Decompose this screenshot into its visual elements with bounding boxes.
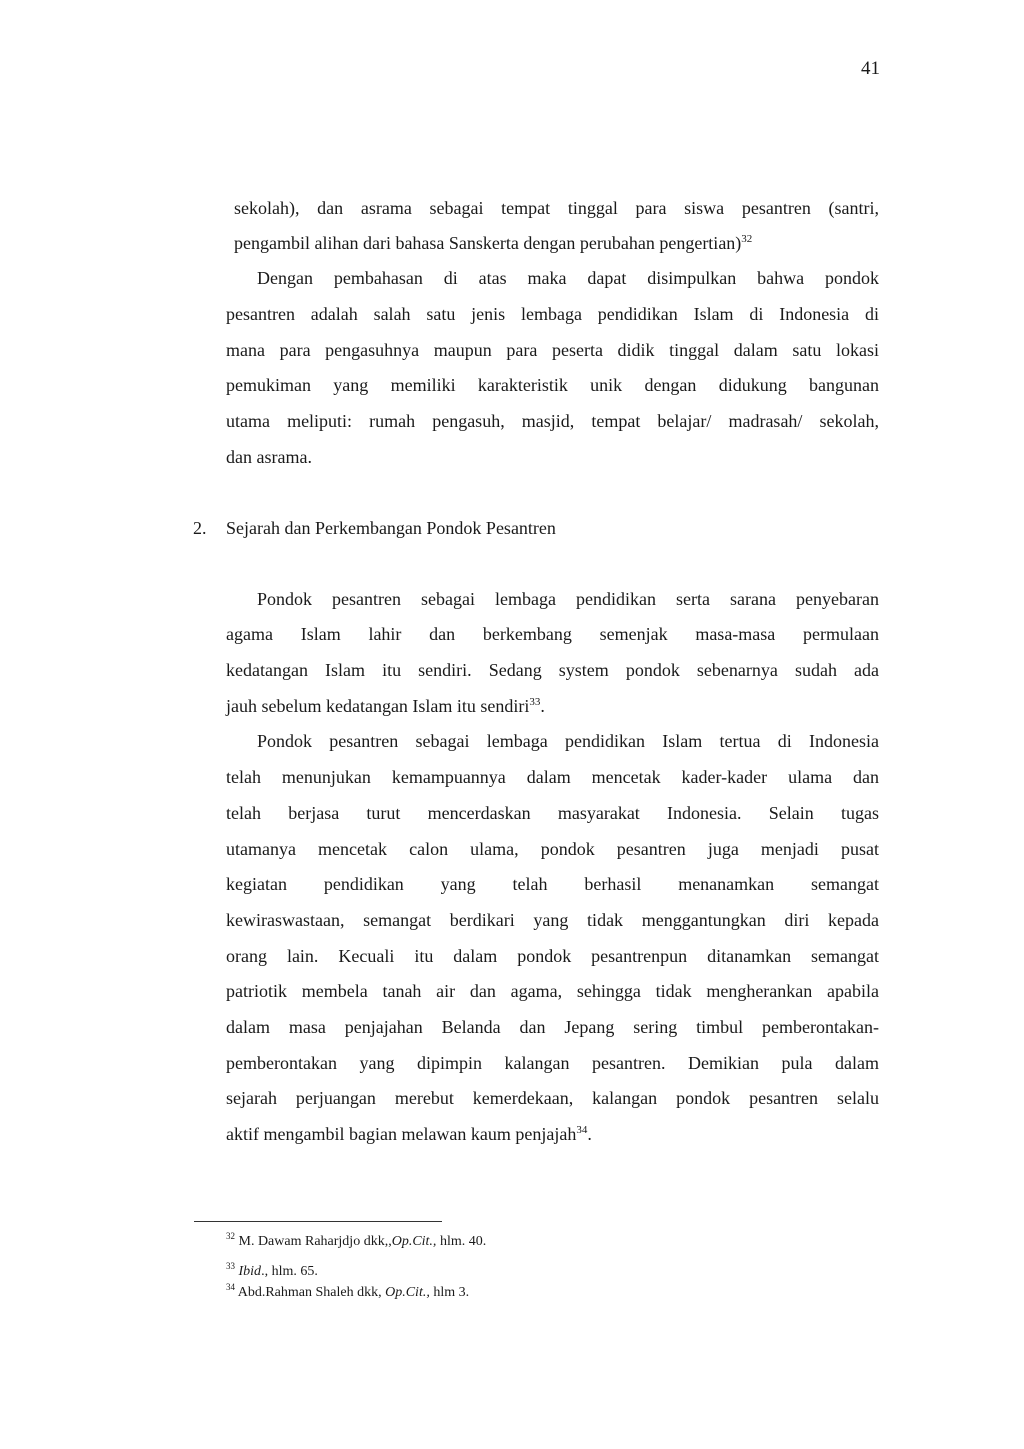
- footnote-text: ., hlm. 65.: [261, 1264, 318, 1279]
- footnote: [226, 1284, 469, 1302]
- sentence-end: .: [540, 696, 545, 716]
- page-number: 41: [861, 58, 880, 79]
- body-line: patriotik membela tanah air dan agama, sehingga tidak mengherankan apabila: [226, 981, 879, 1001]
- body-line: pesantren adalah salah satu jenis lembaga pendidikan Islam di Indonesia di: [226, 304, 879, 324]
- body-line: utamanya mencetak calon ulama, pondok pesantren juga menjadi pusat: [226, 839, 879, 859]
- body-line: Pondok pesantren sebagai lembaga pendidikan Islam tertua di Indonesia: [257, 731, 879, 751]
- body-line: kegiatan pendidikan yang telah berhasil menanamkan semangat: [226, 874, 879, 894]
- footnote-text: hlm. 40.: [436, 1234, 487, 1249]
- footnote-text: hlm 3.: [429, 1285, 470, 1300]
- footnote-number: 33: [226, 1261, 235, 1271]
- body-line: dan asrama.: [226, 447, 312, 467]
- footnote-italic: Op.Cit.,: [391, 1234, 437, 1249]
- footnote-number: 34: [226, 1282, 235, 1292]
- footnote-italic: Op.Cit.,: [385, 1285, 430, 1300]
- body-line: Pondok pesantren sebagai lembaga pendidikan serta sarana penyebaran: [257, 589, 879, 609]
- footnote-separator: [194, 1221, 442, 1222]
- footnote-ref: 33: [529, 696, 541, 708]
- body-line: pemberontakan yang dipimpin kalangan pesantren. Demikian pula dalam: [226, 1053, 879, 1073]
- body-line: kedatangan Islam itu sendiri. Sedang system pondok sebenarnya sudah ada: [226, 660, 879, 680]
- body-line: telah berjasa turut mencerdaskan masyarakat Indonesia. Selain tugas: [226, 803, 879, 823]
- body-line-text: jauh sebelum kedatangan Islam itu sendiri: [226, 696, 530, 716]
- body-line: pemukiman yang memiliki karakteristik unik dengan didukung bangunan: [226, 375, 879, 395]
- footnote-text: Abd.Rahman Shaleh dkk,: [237, 1285, 386, 1300]
- body-line-text: aktif mengambil bagian melawan kaum penjajah: [226, 1124, 577, 1144]
- section-number: 2.: [193, 518, 207, 538]
- body-line: [226, 1122, 592, 1146]
- footnote-italic: Ibid: [238, 1264, 262, 1279]
- body-line: kewiraswastaan, semangat berdikari yang tidak menggantungkan diri kepada: [226, 910, 879, 930]
- sentence-end: .: [587, 1124, 592, 1144]
- footnote-text: M. Dawam Raharjdjo dkk,,: [238, 1234, 392, 1249]
- footnote: [226, 1263, 318, 1281]
- footnote-ref: 32: [741, 233, 753, 245]
- body-line: Dengan pembahasan di atas maka dapat disimpulkan bahwa pondok: [257, 268, 879, 288]
- body-line: [234, 231, 752, 255]
- body-line: agama Islam lahir dan berkembang semenjak masa-masa permulaan: [226, 624, 879, 644]
- footnote-number: 32: [226, 1231, 235, 1241]
- body-line-text: pengambil alihan dari bahasa Sanskerta dengan perubahan pengertian): [234, 233, 742, 253]
- body-line: dalam masa penjajahan Belanda dan Jepang sering timbul pemberontakan-: [226, 1017, 879, 1037]
- body-line: sejarah perjuangan merebut kemerdekaan, kalangan pondok pesantren selalu: [226, 1088, 879, 1108]
- body-line: mana para pengasuhnya maupun para peserta didik tinggal dalam satu lokasi: [226, 340, 879, 360]
- body-line: orang lain. Kecuali itu dalam pondok pesantrenpun ditanamkan semangat: [226, 946, 879, 966]
- body-line: telah menunjukan kemampuannya dalam mencetak kader-kader ulama dan: [226, 767, 879, 787]
- body-line: utama meliputi: rumah pengasuh, masjid, tempat belajar/ madrasah/ sekolah,: [226, 411, 879, 431]
- footnote-ref: 34: [576, 1124, 588, 1136]
- body-line: sekolah), dan asrama sebagai tempat tinggal para siswa pesantren (santri,: [234, 198, 879, 218]
- footnote: [226, 1233, 486, 1251]
- section-title: Sejarah dan Perkembangan Pondok Pesantren: [226, 518, 556, 538]
- body-line: [226, 694, 545, 718]
